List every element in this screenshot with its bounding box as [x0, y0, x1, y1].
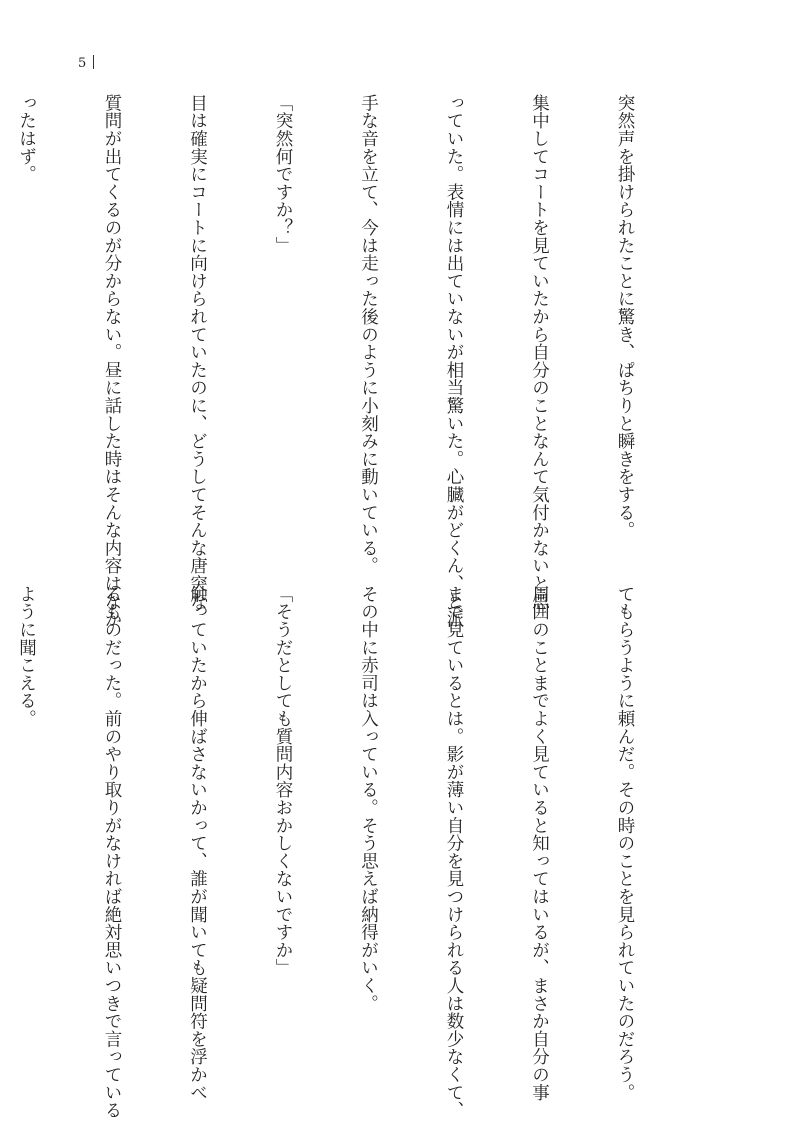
text-line: ように聞こえる。	[16, 585, 37, 728]
text-line: まで見ているとは。影が薄い自分を見つけられる人は数少なくて、	[444, 585, 464, 1119]
text-line: 触っていたから伸ばさないかって、誰が聞いても疑問符を浮かべ	[187, 585, 208, 1102]
text-line: 「そうだとしても質問内容おかしくないですか」	[273, 585, 293, 977]
page-number	[78, 55, 94, 71]
text-line: 質問が出てくるのが分からない。昼に話した時はそんな内容はなか	[102, 94, 122, 628]
text-line: 手な音を立て、今は走った後のように小刻みに動いている。	[358, 94, 379, 575]
text-line: 目は確実にコートに向けられていたのに、どうしてそんな唐突な	[187, 94, 208, 611]
page-number-text: 5	[78, 56, 88, 71]
text-line: ったはず。	[16, 94, 37, 183]
text-block-top	[16, 94, 696, 628]
text-line: その中に赤司は入っている。そう思えば納得がいく。	[358, 585, 379, 1013]
text-block-bottom	[16, 585, 696, 1119]
text-line: 突然声を掛けられたことに驚き、ぱちりと瞬きをする。	[615, 94, 635, 539]
text-line: るものだった。前のやり取りがなければ絶対思いつきで言っている	[102, 585, 122, 1119]
text-line: 集中してコートを見ていたから自分のことなんて気付かないと思	[529, 94, 550, 611]
text-line: 周囲のことまでよく見ていると知ってはいるが、まさか自分の事	[529, 585, 550, 1102]
page-number-divider	[93, 55, 94, 69]
text-line: 「突然何ですか？」	[273, 94, 293, 255]
text-line: てもらうように頼んだ。その時のことを見られていたのだろう。	[615, 585, 635, 1102]
text-line: っていた。表情には出ていないが相当驚いた。心臓がどくん、と派	[444, 94, 464, 628]
